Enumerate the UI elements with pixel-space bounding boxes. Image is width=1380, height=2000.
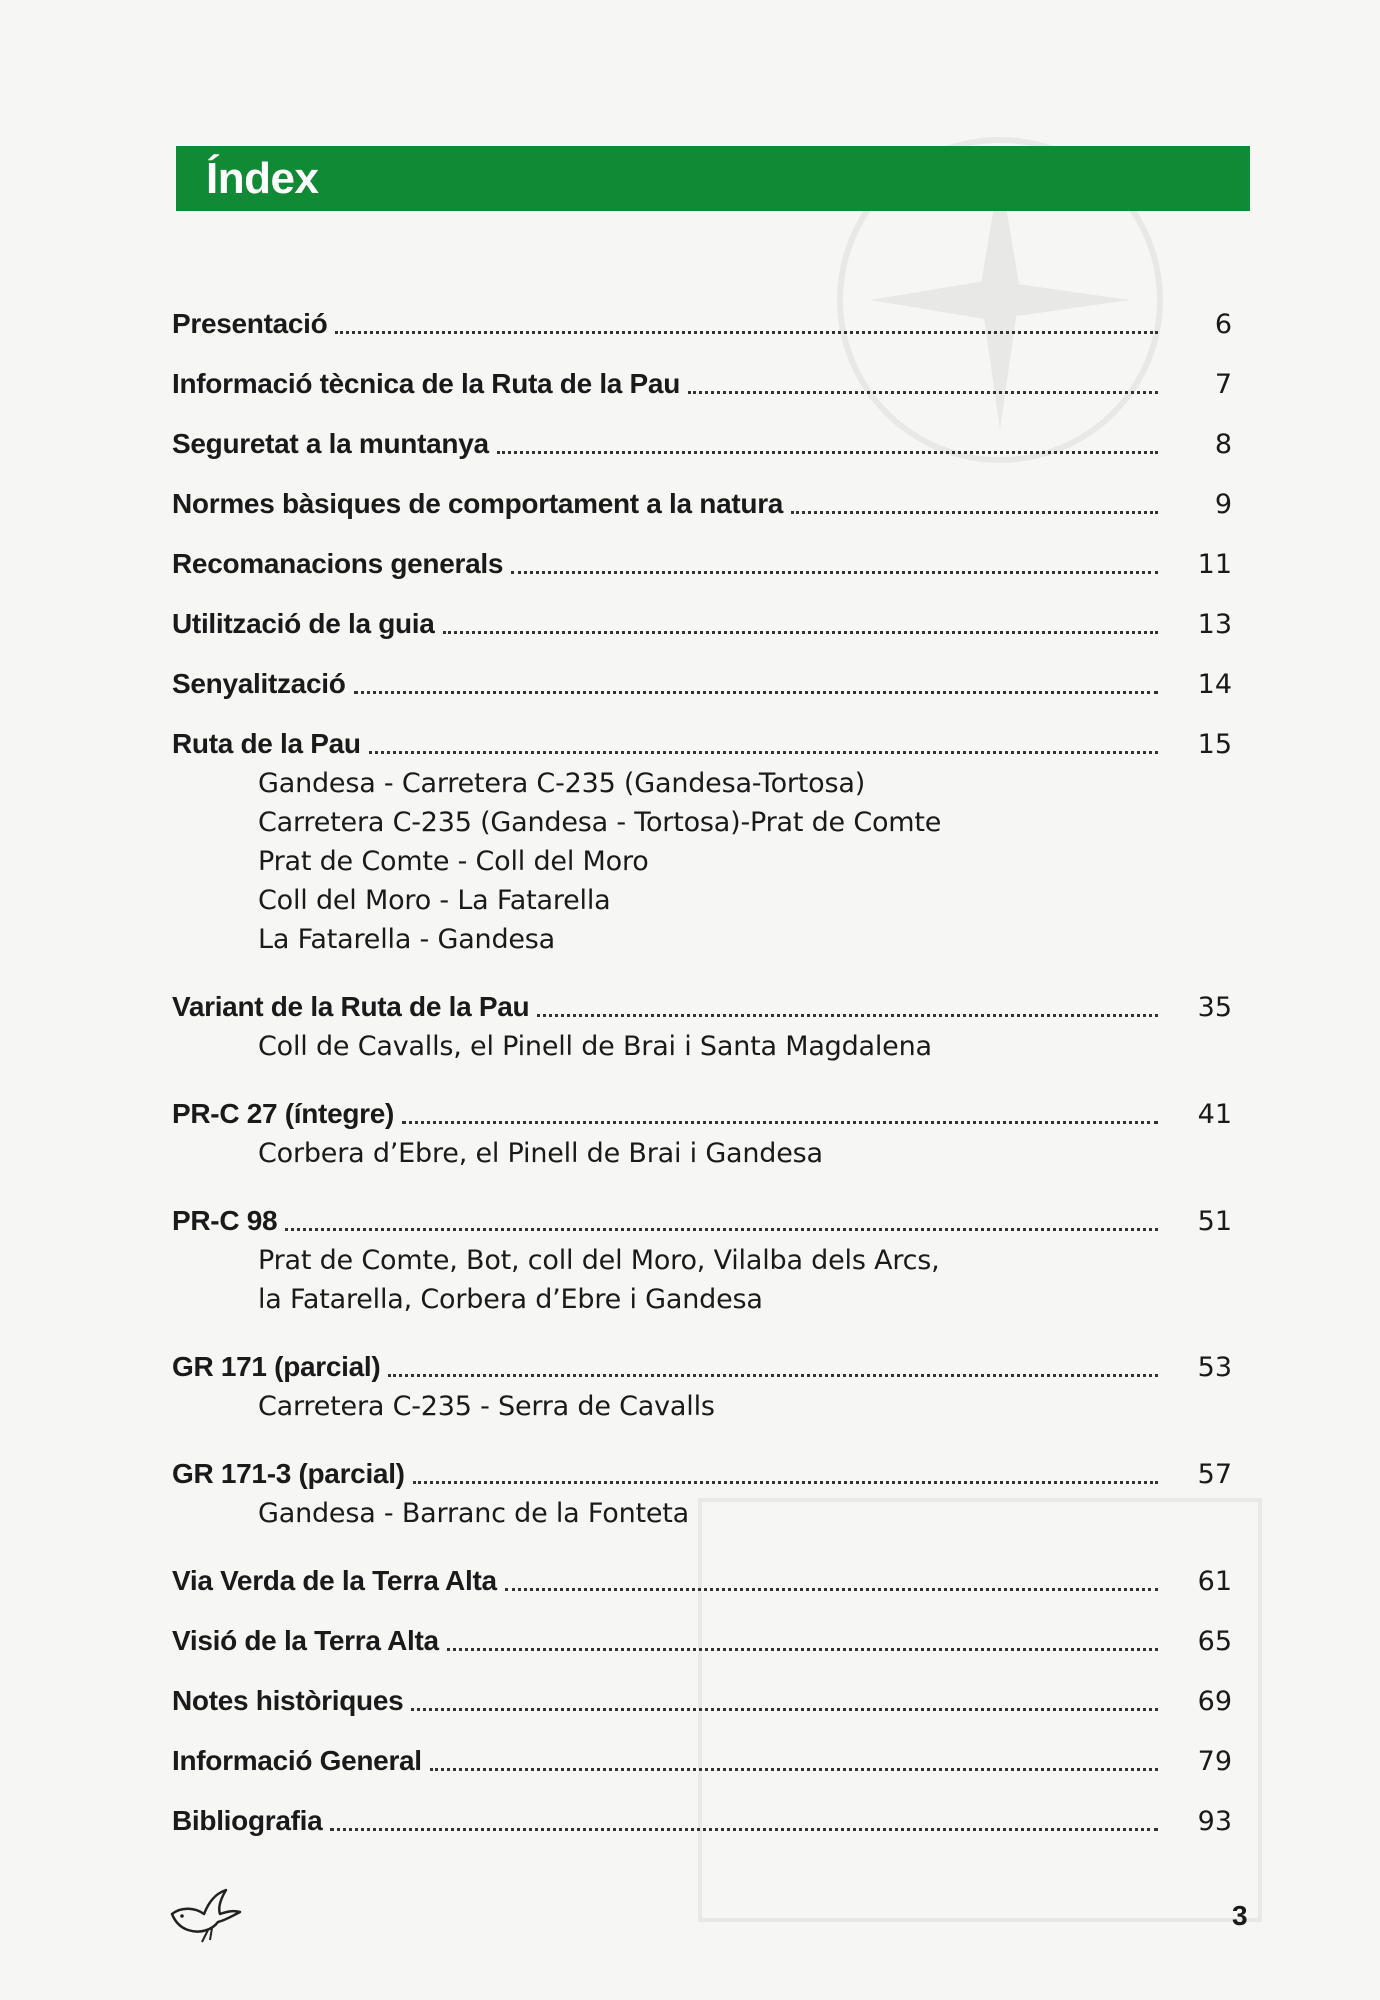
title-bar bbox=[176, 146, 1250, 211]
toc-page-number: 14 bbox=[1197, 669, 1232, 700]
toc-entry-row bbox=[172, 1657, 1232, 1717]
toc-page-number: 69 bbox=[1197, 1686, 1232, 1717]
toc-entry-row bbox=[172, 1323, 1232, 1383]
dot-leader bbox=[430, 1768, 1158, 1771]
dot-leader bbox=[688, 391, 1158, 394]
toc-subentry: Carretera C-235 - Serra de Cavalls bbox=[258, 1391, 715, 1422]
toc-entry bbox=[172, 1597, 1232, 1657]
toc-entry-title: Notes històriques bbox=[172, 1685, 404, 1716]
toc-page-number: 11 bbox=[1197, 549, 1232, 580]
dot-leader bbox=[354, 691, 1158, 694]
toc-entry-title: Utilització de la guia bbox=[172, 608, 435, 639]
dot-leader bbox=[505, 1588, 1158, 1591]
dot-leader bbox=[335, 331, 1158, 334]
toc-entry-title: Via Verda de la Terra Alta bbox=[172, 1565, 497, 1596]
toc-entry bbox=[172, 400, 1232, 460]
toc-entry bbox=[172, 340, 1232, 400]
toc-page-number: 65 bbox=[1197, 1626, 1232, 1657]
toc-entry bbox=[172, 1323, 1232, 1430]
dove-icon bbox=[168, 1884, 244, 1944]
dot-leader bbox=[369, 751, 1158, 754]
toc-entry-title: Ruta de la Pau bbox=[172, 728, 361, 759]
toc-entry-title: PR-C 27 (íntegre) bbox=[172, 1098, 395, 1129]
dot-leader bbox=[511, 571, 1158, 574]
toc-entry-title: Visió de la Terra Alta bbox=[172, 1625, 439, 1656]
toc-entry-row bbox=[172, 1537, 1232, 1597]
toc-entry bbox=[172, 520, 1232, 580]
toc-entry-title: Recomanacions generals bbox=[172, 548, 504, 579]
toc-page-number: 61 bbox=[1197, 1566, 1232, 1597]
toc-subentry-list bbox=[258, 764, 1232, 959]
toc-page-number: 13 bbox=[1197, 609, 1232, 640]
toc-entry-title: Informació General bbox=[172, 1745, 422, 1776]
toc-entry-title: PR-C 98 bbox=[172, 1205, 278, 1236]
toc-page-number: 9 bbox=[1214, 489, 1232, 520]
toc-subentry: La Fatarella - Gandesa bbox=[258, 924, 556, 955]
toc-subentry: Gandesa - Carretera C-235 (Gandesa-Tortosa) bbox=[258, 768, 866, 799]
toc-entry bbox=[172, 1070, 1232, 1177]
dot-leader bbox=[285, 1228, 1158, 1231]
toc-entry-row bbox=[172, 520, 1232, 580]
dot-leader bbox=[330, 1828, 1158, 1831]
toc-entry-title: GR 171 (parcial) bbox=[172, 1351, 381, 1382]
toc-entry bbox=[172, 1777, 1232, 1837]
toc-page-number: 15 bbox=[1197, 729, 1232, 760]
toc-entry-title: Variant de la Ruta de la Pau bbox=[172, 991, 530, 1022]
toc-page-number: 79 bbox=[1197, 1746, 1232, 1777]
dot-leader bbox=[411, 1708, 1158, 1711]
toc-entry-row bbox=[172, 1597, 1232, 1657]
toc-page-number: 7 bbox=[1214, 369, 1232, 400]
toc-entry-row bbox=[172, 640, 1232, 700]
toc-entry-title: Seguretat a la muntanya bbox=[172, 428, 489, 459]
dot-leader bbox=[537, 1014, 1158, 1017]
toc-entry-title: Bibliografia bbox=[172, 1805, 323, 1836]
toc-subentry: Coll de Cavalls, el Pinell de Brai i Santa Magdalena bbox=[258, 1031, 932, 1062]
toc-subentry-list bbox=[258, 1241, 1232, 1319]
page-number: 3 bbox=[1232, 1900, 1248, 1931]
dot-leader bbox=[791, 511, 1158, 514]
toc-page-number: 93 bbox=[1197, 1806, 1232, 1837]
toc-entry bbox=[172, 640, 1232, 700]
toc-entry-title: Informació tècnica de la Ruta de la Pau bbox=[172, 368, 681, 399]
dot-leader bbox=[402, 1121, 1158, 1124]
toc-subentry: Carretera C-235 (Gandesa - Tortosa)-Prat de Comte bbox=[258, 807, 942, 838]
toc-subentry: Corbera d’Ebre, el Pinell de Brai i Gandesa bbox=[258, 1138, 823, 1169]
toc-entry-title: GR 171-3 (parcial) bbox=[172, 1458, 405, 1489]
table-of-contents bbox=[172, 280, 1232, 1837]
toc-entry bbox=[172, 1657, 1232, 1717]
toc-entry-row bbox=[172, 460, 1232, 520]
toc-subentry-list bbox=[258, 1494, 1232, 1533]
toc-subentry: la Fatarella, Corbera d’Ebre i Gandesa bbox=[258, 1284, 763, 1315]
toc-subentry: Prat de Comte, Bot, coll del Moro, Vilalba dels Arcs, bbox=[258, 1245, 940, 1276]
toc-entry-title: Senyalització bbox=[172, 668, 346, 699]
toc-subentry: Coll del Moro - La Fatarella bbox=[258, 885, 611, 916]
toc-entry bbox=[172, 1717, 1232, 1777]
toc-entry-title: Presentació bbox=[172, 308, 328, 339]
toc-entry-row bbox=[172, 963, 1232, 1023]
toc-entry-row bbox=[172, 1070, 1232, 1130]
toc-subentry-list bbox=[258, 1027, 1232, 1066]
toc-page-number: 6 bbox=[1214, 309, 1232, 340]
toc-entry-row bbox=[172, 1430, 1232, 1490]
toc-entry bbox=[172, 1177, 1232, 1323]
toc-subentry-list bbox=[258, 1387, 1232, 1426]
page-title: Índex bbox=[206, 154, 319, 203]
toc-entry-row bbox=[172, 700, 1232, 760]
toc-page-number: 8 bbox=[1214, 429, 1232, 460]
toc-page-number: 51 bbox=[1197, 1206, 1232, 1237]
toc-entry bbox=[172, 580, 1232, 640]
toc-entry bbox=[172, 280, 1232, 340]
toc-entry bbox=[172, 1430, 1232, 1537]
dot-leader bbox=[443, 631, 1158, 634]
toc-subentry: Gandesa - Barranc de la Fonteta bbox=[258, 1498, 690, 1529]
toc-subentry: Prat de Comte - Coll del Moro bbox=[258, 846, 649, 877]
toc-entry-row bbox=[172, 280, 1232, 340]
toc-page-number: 57 bbox=[1197, 1459, 1232, 1490]
dot-leader bbox=[447, 1648, 1158, 1651]
dot-leader bbox=[497, 451, 1158, 454]
toc-page-number: 53 bbox=[1197, 1352, 1232, 1383]
toc-entry bbox=[172, 700, 1232, 963]
toc-entry-row bbox=[172, 340, 1232, 400]
toc-entry-row bbox=[172, 1777, 1232, 1837]
toc-entry bbox=[172, 963, 1232, 1070]
toc-entry bbox=[172, 1537, 1232, 1597]
toc-entry-title: Normes bàsiques de comportament a la natura bbox=[172, 488, 784, 519]
toc-page-number: 35 bbox=[1197, 992, 1232, 1023]
toc-page-number: 41 bbox=[1197, 1099, 1232, 1130]
toc-entry-row bbox=[172, 400, 1232, 460]
dot-leader bbox=[413, 1481, 1158, 1484]
toc-entry-row bbox=[172, 1717, 1232, 1777]
dot-leader bbox=[388, 1374, 1158, 1377]
toc-entry-row bbox=[172, 1177, 1232, 1237]
toc-subentry-list bbox=[258, 1134, 1232, 1173]
toc-entry-row bbox=[172, 580, 1232, 640]
toc-entry bbox=[172, 460, 1232, 520]
